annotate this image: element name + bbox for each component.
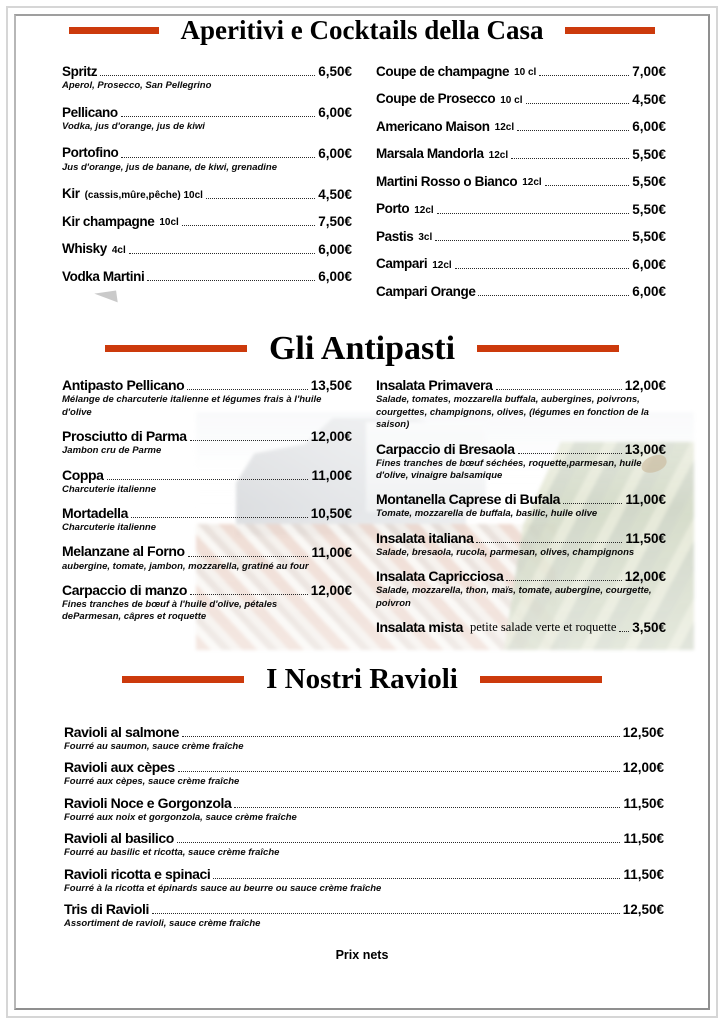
- menu-item-description: Jambon cru de Parme: [62, 445, 162, 457]
- menu-item-row: [376, 146, 666, 162]
- menu-item-name: Kir champagne: [62, 213, 155, 229]
- menu-item: [64, 724, 664, 753]
- menu-item: [64, 795, 664, 824]
- menu-item-name: Coupe de champagne: [376, 63, 510, 79]
- menu-item: [376, 229, 666, 245]
- menu-item-size: (cassis,mûre,pêche) 10cl: [84, 189, 203, 201]
- menu-item-price: 5,50€: [632, 201, 666, 217]
- menu-item-description: Aperol, Prosecco, San Pellegrino: [62, 80, 212, 92]
- menu-item: [62, 241, 352, 257]
- dotted-leader: [539, 75, 629, 76]
- menu-item-name: Coppa: [62, 466, 104, 483]
- menu-item-price: 12,50€: [622, 724, 664, 740]
- menu-item-row: [62, 467, 352, 483]
- menu-item: [62, 467, 352, 496]
- menu-item-row: [376, 441, 666, 457]
- dotted-leader: [100, 75, 315, 76]
- menu-item-row: [376, 256, 666, 272]
- menu-item: [376, 568, 666, 610]
- menu-item-price: 11,50€: [625, 530, 666, 546]
- menu-item-row: [62, 64, 352, 80]
- menu-item-name: Insalata Primavera: [376, 377, 493, 394]
- menu-item-price: 6,00€: [632, 284, 666, 300]
- menu-item-name: Tris di Ravioli: [64, 901, 150, 918]
- dotted-leader: [188, 556, 309, 557]
- menu-item: [62, 428, 352, 457]
- menu-item-row: [376, 119, 666, 135]
- menu-item: [376, 284, 666, 300]
- menu-item-row: [376, 568, 666, 584]
- dotted-leader: [178, 771, 620, 772]
- dotted-leader: [435, 240, 629, 241]
- menu-item-description: Fourré au saumon, sauce crème fraîche: [64, 740, 244, 752]
- menu-item-price: 12,00€: [622, 760, 664, 776]
- menu-item: [376, 119, 666, 135]
- dotted-leader: [506, 580, 621, 581]
- menu-item-row: [376, 284, 666, 300]
- menu-item-description: Salade, mozzarella, thon, maïs, tomate, aubergine, courgette, poivron: [376, 585, 652, 609]
- menu-item-price: 6,00€: [318, 105, 352, 121]
- menu-item-name: Insalata mista: [376, 618, 463, 635]
- section-aperitivi: [0, 16, 724, 311]
- menu-item-price: 12,00€: [624, 569, 666, 585]
- menu-item-price: 13,00€: [624, 441, 666, 457]
- dotted-leader: [563, 503, 622, 504]
- menu-item-row: [64, 830, 664, 846]
- dotted-leader: [206, 198, 315, 199]
- dotted-leader: [518, 453, 622, 454]
- menu-item-row: [376, 64, 666, 80]
- menu-item-row: [376, 174, 666, 190]
- dotted-leader: [107, 479, 309, 480]
- menu-item-row: [62, 214, 352, 230]
- dotted-leader: [234, 807, 620, 808]
- menu-item: [376, 64, 666, 80]
- menu-item: [376, 201, 666, 217]
- menu-item: [62, 64, 352, 93]
- menu-item-name: Prosciutto di Parma: [62, 428, 187, 445]
- menu-item-price: 12,00€: [624, 378, 666, 394]
- menu-item: [62, 105, 352, 134]
- menu-item-size: 12cl: [414, 204, 434, 216]
- menu-item-price: 12,50€: [622, 902, 664, 918]
- menu-item-price: 4,50€: [632, 91, 666, 107]
- menu-item-row: [64, 795, 664, 811]
- menu-item-price: 10,50€: [310, 506, 352, 522]
- menu-item-size: 10 cl: [500, 94, 523, 106]
- menu-item: [62, 186, 352, 202]
- dotted-leader: [177, 842, 621, 843]
- menu-item-size: 10 cl: [514, 67, 537, 79]
- dotted-leader: [187, 389, 307, 390]
- dotted-leader: [131, 517, 308, 518]
- menu-item-name: Ravioli al salmone: [64, 723, 179, 740]
- menu-item-name: Carpaccio di manzo: [62, 581, 188, 598]
- dotted-leader: [182, 225, 315, 226]
- menu-item: [376, 441, 666, 483]
- menu-item-name: Insalata italiana: [376, 529, 474, 546]
- menu-item: [376, 91, 666, 107]
- dotted-leader: [619, 631, 629, 632]
- menu-item-name: Mortadella: [62, 505, 129, 522]
- menu-item-row: [62, 186, 352, 202]
- menu-item: [62, 214, 352, 230]
- dotted-leader: [190, 440, 308, 441]
- menu-item-size: 12cl: [522, 177, 542, 189]
- menu-item-price: 11,00€: [625, 492, 666, 508]
- menu-item-description: Fourré aux noix et gorgonzola, sauce crème fraîche: [64, 811, 297, 823]
- menu-item-name: Ravioli al basilico: [64, 830, 174, 847]
- menu-item-description: Fourré aux cèpes, sauce crème fraîche: [64, 776, 240, 788]
- menu-item-row: [64, 866, 664, 882]
- header-dash-left: [105, 345, 247, 352]
- menu-item-size: 4cl: [111, 244, 126, 256]
- menu-item: [64, 830, 664, 859]
- dotted-leader: [455, 268, 630, 269]
- footer-note: Prix nets: [335, 948, 389, 962]
- header-dash-right: [565, 27, 655, 34]
- menu-item-price: 7,00€: [632, 64, 666, 80]
- menu-item-size: 10cl: [159, 217, 179, 229]
- menu-item-name: Carpaccio di Bresaola: [376, 440, 515, 457]
- menu-item-size: 3cl: [418, 232, 433, 244]
- menu-item-price: 6,50€: [318, 64, 352, 80]
- menu-item-price: 6,00€: [318, 241, 352, 257]
- menu-item-name: Spritz: [62, 63, 98, 79]
- menu-item-description: Fines tranches de bœuf à l'huile d'olive, pétales deParmesan, câpres et roquette: [62, 599, 278, 623]
- section-columns: [0, 64, 724, 312]
- menu-item: [376, 174, 666, 190]
- menu-item-name: Marsala Mandorla: [376, 146, 484, 162]
- menu-item-name: Montanella Caprese di Bufala: [376, 491, 561, 508]
- menu-item: [62, 145, 352, 174]
- dotted-leader: [121, 116, 316, 117]
- dotted-leader: [182, 736, 620, 737]
- dotted-leader: [147, 280, 315, 281]
- header-dash-right: [480, 676, 602, 683]
- header-dash-left: [69, 27, 159, 34]
- menu-item-row: [62, 377, 352, 393]
- menu-item-name: Campari: [376, 256, 428, 272]
- menu-item-row: [64, 901, 664, 917]
- section-antipasti: [0, 330, 724, 644]
- menu-column: [376, 377, 666, 644]
- menu-item: [376, 377, 666, 431]
- menu-item-size: 12cl: [488, 149, 509, 161]
- menu-item-size: 12cl: [494, 122, 515, 134]
- menu-item-price: 5,50€: [632, 229, 666, 245]
- dotted-leader: [478, 295, 629, 296]
- menu-item-price: 13,50€: [310, 378, 352, 394]
- menu-item-price: 5,50€: [632, 146, 666, 162]
- menu-item-name: Ravioli aux cèpes: [64, 759, 175, 776]
- menu-item-row: [64, 759, 664, 775]
- menu-item: [376, 619, 666, 635]
- dotted-leader: [152, 913, 620, 914]
- menu-item-row: [62, 105, 352, 121]
- menu-item-price: 11,50€: [623, 831, 664, 847]
- section-columns: [0, 724, 724, 937]
- menu-column: [62, 64, 352, 312]
- dotted-leader: [129, 253, 315, 254]
- dotted-leader: [496, 389, 622, 390]
- menu-column: [376, 64, 666, 312]
- menu-item-name: Porto: [376, 201, 410, 217]
- menu-item-price: 12,00€: [310, 583, 352, 599]
- menu-item-row: [376, 530, 666, 546]
- menu-item-row: [62, 582, 352, 598]
- menu-item-row: [376, 619, 666, 635]
- menu-item-row: [62, 269, 352, 285]
- menu-item: [62, 377, 352, 419]
- menu-item-name: Vodka Martini: [62, 268, 145, 284]
- menu-item-name: Americano Maison: [376, 118, 490, 134]
- menu-item-description: Tomate, mozzarella de buffala, basilic, huile olive: [376, 508, 598, 520]
- menu-item-row: [376, 91, 666, 107]
- section-columns: [0, 377, 724, 644]
- section-header: [0, 16, 724, 46]
- menu-item-row: [62, 145, 352, 161]
- menu-item-name: Martini Rosso o Bianco: [376, 173, 518, 189]
- menu-item-name: Whisky: [62, 241, 107, 257]
- menu-item: [376, 530, 666, 559]
- menu-item-name: Melanzane al Forno: [62, 543, 185, 560]
- menu-item-row: [62, 428, 352, 444]
- menu-item-row: [62, 543, 352, 559]
- menu-item: [62, 269, 352, 285]
- dotted-leader: [511, 158, 629, 159]
- menu-item-subtitle: petite salade verte et roquette: [470, 620, 617, 635]
- menu-item-description: Jus d'orange, jus de banane, de kiwi, grenadine: [62, 161, 278, 173]
- menu-item-row: [376, 229, 666, 245]
- section-header: [0, 664, 724, 696]
- menu-item-price: 6,00€: [318, 269, 352, 285]
- menu-item-price: 11,50€: [623, 866, 664, 882]
- menu-item-price: 11,50€: [623, 795, 664, 811]
- menu-item-name: Antipasto Pellicano: [62, 377, 185, 394]
- dotted-leader: [476, 542, 622, 543]
- menu-item-row: [62, 241, 352, 257]
- menu-item-description: Fourré à la ricotta et épinards sauce au beurre ou sauce crème fraîche: [64, 882, 382, 894]
- section-title: I Nostri Ravioli: [266, 663, 458, 695]
- menu-item-name: Pellicano: [62, 104, 118, 120]
- menu-item-name: Campari Orange: [376, 283, 476, 299]
- menu-item-price: 11,00€: [311, 544, 352, 560]
- menu-item-name: Insalata Capricciosa: [376, 568, 504, 585]
- menu-item-row: [64, 724, 664, 740]
- menu-column: [62, 377, 352, 644]
- menu-item-price: 7,50€: [318, 214, 352, 230]
- menu-item-description: Charcuterie italienne: [62, 522, 156, 534]
- section-header: [0, 330, 724, 367]
- menu-item: [64, 866, 664, 895]
- menu-item-row: [376, 201, 666, 217]
- dotted-leader: [190, 594, 308, 595]
- menu-column: [64, 724, 664, 937]
- menu-item-price: 6,00€: [632, 119, 666, 135]
- menu-item-price: 4,50€: [318, 186, 352, 202]
- menu-item-name: Ravioli ricotta e spinaci: [64, 865, 211, 882]
- menu-item: [62, 543, 352, 572]
- menu-item: [376, 491, 666, 520]
- menu-item-description: Fourré au basilic et ricotta, sauce crème fraîche: [64, 847, 280, 859]
- menu-item-price: 3,50€: [632, 620, 666, 636]
- dotted-leader: [121, 157, 315, 158]
- menu-item-name: Portofino: [62, 145, 119, 161]
- menu-item: [62, 582, 352, 624]
- dotted-leader: [545, 185, 630, 186]
- menu-item-price: 6,00€: [318, 145, 352, 161]
- menu-item-description: Fines tranches de bœuf séchées, roquette,parmesan, huile d'olive, vinaigre balsamique: [376, 457, 642, 481]
- menu-item-description: Assortiment de ravioli, sauce crème fraîche: [64, 918, 261, 930]
- menu-item-description: Salade, bresaola, rucola, parmesan, olives, champignons: [376, 546, 635, 558]
- header-dash-left: [122, 676, 244, 683]
- section-ravioli: [0, 664, 724, 937]
- menu-item-price: 5,50€: [632, 174, 666, 190]
- section-title: Gli Antipasti: [268, 330, 456, 367]
- menu-item-description: aubergine, tomate, jambon, mozzarella, gratiné au four: [62, 560, 309, 572]
- menu-item: [64, 759, 664, 788]
- dotted-leader: [437, 213, 629, 214]
- menu-item-description: Salade, tomates, mozzarella buffala, aubergines, poivrons, courgettes, champignons, olives, (légumes en fonction de la saison): [376, 394, 649, 431]
- menu-item-row: [376, 491, 666, 507]
- menu-item: [376, 146, 666, 162]
- section-title: Aperitivi e Cocktails della Casa: [180, 15, 544, 45]
- dotted-leader: [517, 130, 629, 131]
- menu-item-row: [62, 505, 352, 521]
- header-dash-right: [477, 345, 619, 352]
- menu-item-name: Pastis: [376, 228, 414, 244]
- menu-item-row: [376, 377, 666, 393]
- menu-item-name: Kir: [62, 186, 80, 202]
- menu-item-price: 11,00€: [311, 467, 352, 483]
- menu-item-name: Ravioli Noce e Gorgonzola: [64, 794, 232, 811]
- dotted-leader: [213, 878, 620, 879]
- menu-item-price: 6,00€: [632, 256, 666, 272]
- menu-item: [62, 505, 352, 534]
- dotted-leader: [526, 103, 630, 104]
- menu-item-description: Charcuterie italienne: [62, 483, 156, 495]
- menu-item-size: 12cl: [432, 259, 452, 271]
- menu-item-name: Coupe de Prosecco: [376, 91, 496, 107]
- menu-item: [376, 256, 666, 272]
- menu-item-description: Vodka, jus d'orange, jus de kiwi: [62, 121, 205, 133]
- menu-item-price: 12,00€: [310, 429, 352, 445]
- menu-item: [64, 901, 664, 930]
- menu-item-description: Mélange de charcuterie italienne et légumes frais à l'huile d'olive: [62, 394, 322, 418]
